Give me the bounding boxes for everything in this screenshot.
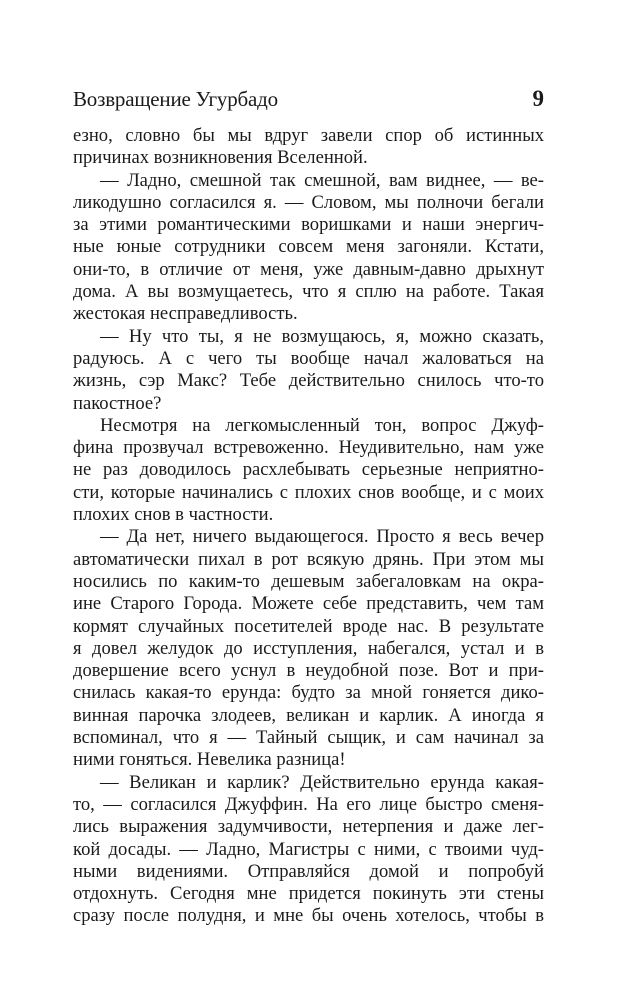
- text-line: кормят случайных посетителей вроде нас. В результате: [73, 615, 544, 637]
- text-line: лись выражения задумчивости, нетерпения и даже лег-: [73, 816, 544, 838]
- text-line: вспоминал, что я — Тайный сыщик, и сам начинал за: [73, 727, 544, 749]
- text-line: дома. А вы возмущаетесь, что я сплю на работе. Такая: [73, 281, 544, 303]
- text-line: ными видениями. Отправляйся домой и попробуй: [73, 860, 544, 882]
- page-header: [73, 86, 544, 116]
- text-line: фина прозвучал встревоженно. Неудивительно, нам уже: [73, 437, 544, 459]
- text-line: автоматически пихал в рот всякую дрянь. При этом мы: [73, 548, 544, 570]
- text-line: — Ну что ты, я не возмущаюсь, я, можно сказать,: [100, 325, 544, 347]
- text-line: я довел желудок до исступления, набегался, устал и в: [73, 637, 544, 659]
- text-line: Несмотря на легкомысленный тон, вопрос Джуф-: [100, 414, 544, 436]
- text-line: — Великан и карлик? Действительно ерунда какая-: [100, 771, 544, 793]
- text-line: пакостное?: [73, 392, 162, 414]
- text-line: они-то, в отличие от меня, уже давным-давно дрыхнут: [73, 258, 544, 280]
- text-line: довершение всего уснул в неудобной позе. Вот и при-: [73, 660, 544, 682]
- text-line: отдохнуть. Сегодня мне придется покинуть эти стены: [73, 883, 544, 905]
- text-line: жизнь, сэр Макс? Тебе действительно снилось что-то: [73, 370, 544, 392]
- text-line: ликодушно согласился я. — Словом, мы полночи бегали: [73, 191, 544, 213]
- text-line: жестокая несправедливость.: [73, 303, 298, 325]
- text-line: сразу после полудня, и мне бы очень хотелось, чтобы в: [73, 905, 544, 927]
- text-line: носились по каким-то дешевым забегаловкам на окра-: [73, 570, 544, 592]
- text-line: то, — согласился Джуффин. На его лице быстро сменя-: [73, 793, 544, 815]
- text-line: — Ладно, смешной так смешной, вам виднее, — ве-: [100, 169, 544, 191]
- text-line: ине Старого Города. Можете себе представить, чем там: [73, 593, 544, 615]
- page-number: 9: [532, 86, 544, 111]
- text-line: кой досады. — Ладно, Магистры с ними, с твоими чуд-: [73, 838, 544, 860]
- text-line: — Да нет, ничего выдающегося. Просто я весь вечер: [100, 526, 544, 548]
- text-line: за этими романтическими воришками и наши энергич-: [73, 214, 544, 236]
- text-line: ними гоняться. Невелика разница!: [73, 749, 346, 771]
- text-line: причинах возникновения Вселенной.: [73, 147, 368, 169]
- text-line: ные юные сотрудники совсем меня загоняли. Кстати,: [73, 236, 544, 258]
- text-line: снилась какая-то ерунда: будто за мной гоняется дико-: [73, 682, 544, 704]
- text-line: плохих снов в частности.: [73, 504, 274, 526]
- text-line: винная парочка злодеев, великан и карлик. А иногда я: [73, 704, 544, 726]
- running-title: Возвращение Угурбадо: [73, 87, 278, 111]
- text-line: сти, которые начинались с плохих снов вообще, и с моих: [73, 481, 544, 503]
- text-line: радуюсь. А с чего ты вообще начал жаловаться на: [73, 347, 544, 369]
- text-line: не раз доводилось расхлебывать серьезные неприятно-: [73, 459, 544, 481]
- body-text: [73, 125, 544, 928]
- text-line: езно, словно бы мы вдруг завели спор об истинных: [73, 125, 544, 146]
